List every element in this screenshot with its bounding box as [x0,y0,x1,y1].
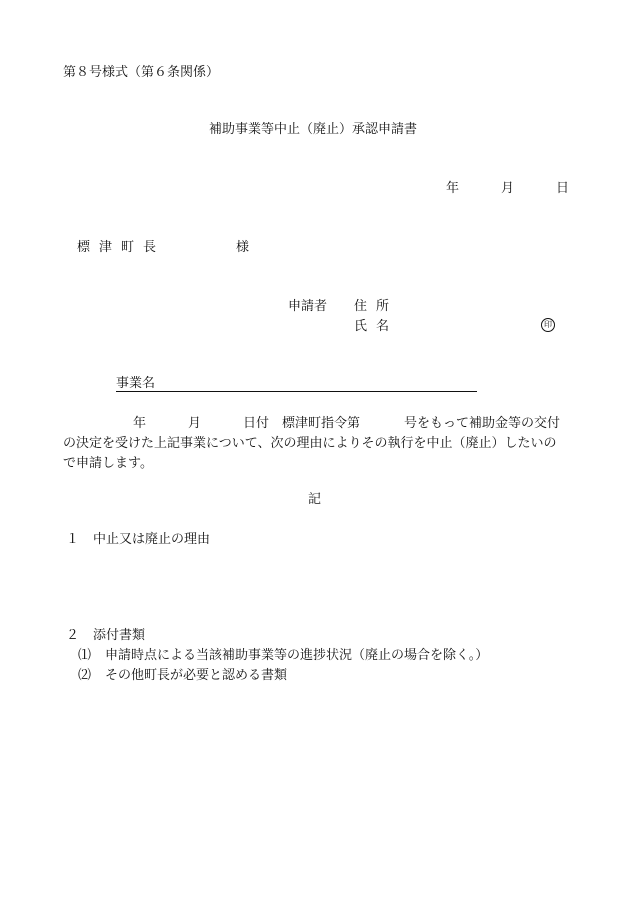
body-paragraph [63,414,573,474]
attachment-item [78,647,488,665]
body-month-label: 月 [188,416,202,431]
section-attachments-number: ２ [66,628,80,643]
date-day-label: 日 [556,181,570,196]
document-title: 補助事業等中止（廃止）承認申請書 [209,122,418,137]
attachment-item-text: 申請時点による当該補助事業等の進捗状況（廃止の場合を除く。） [105,648,489,663]
addressee-honorific: 様 [236,240,250,255]
date-year-label: 年 [446,181,460,196]
attachment-item-number: ⑴ [78,648,92,663]
section-reason-heading [66,531,210,549]
section-attachments-title: 添付書類 [93,628,146,643]
date-month-label: 月 [501,181,515,196]
section-reason-title: 中止又は廃止の理由 [93,532,211,547]
body-number-text: 号をもって補助金等の交付 [404,416,561,431]
section-attachments-heading [66,627,145,645]
attachment-item-text: その他町長が必要と認める書類 [105,668,288,683]
section-reason-number: １ [66,532,80,547]
project-name-label: 事業名 [116,376,156,391]
attachment-item-number: ⑵ [78,668,92,683]
attachment-item [78,667,287,685]
note-heading: 記 [308,492,322,507]
body-year-label: 年 [133,416,147,431]
body-line-1 [63,414,573,434]
seal-icon: 印 [541,318,555,332]
body-line-3: で申請します。 [63,456,153,471]
addressee-name: 標津町長 [77,240,166,255]
applicant-address-label: 住所 [354,299,399,314]
applicant-name-label: 氏名 [354,319,399,334]
form-number: 第８号様式（第６条関係） [63,65,220,80]
body-day-ref: 日付 標津町指令第 [243,416,361,431]
project-name-underline [116,391,477,392]
applicant-label: 申請者 [288,299,328,314]
body-line-2: の決定を受けた上記事業について、次の理由によりその執行を中止（廃止）したいの [63,436,557,451]
